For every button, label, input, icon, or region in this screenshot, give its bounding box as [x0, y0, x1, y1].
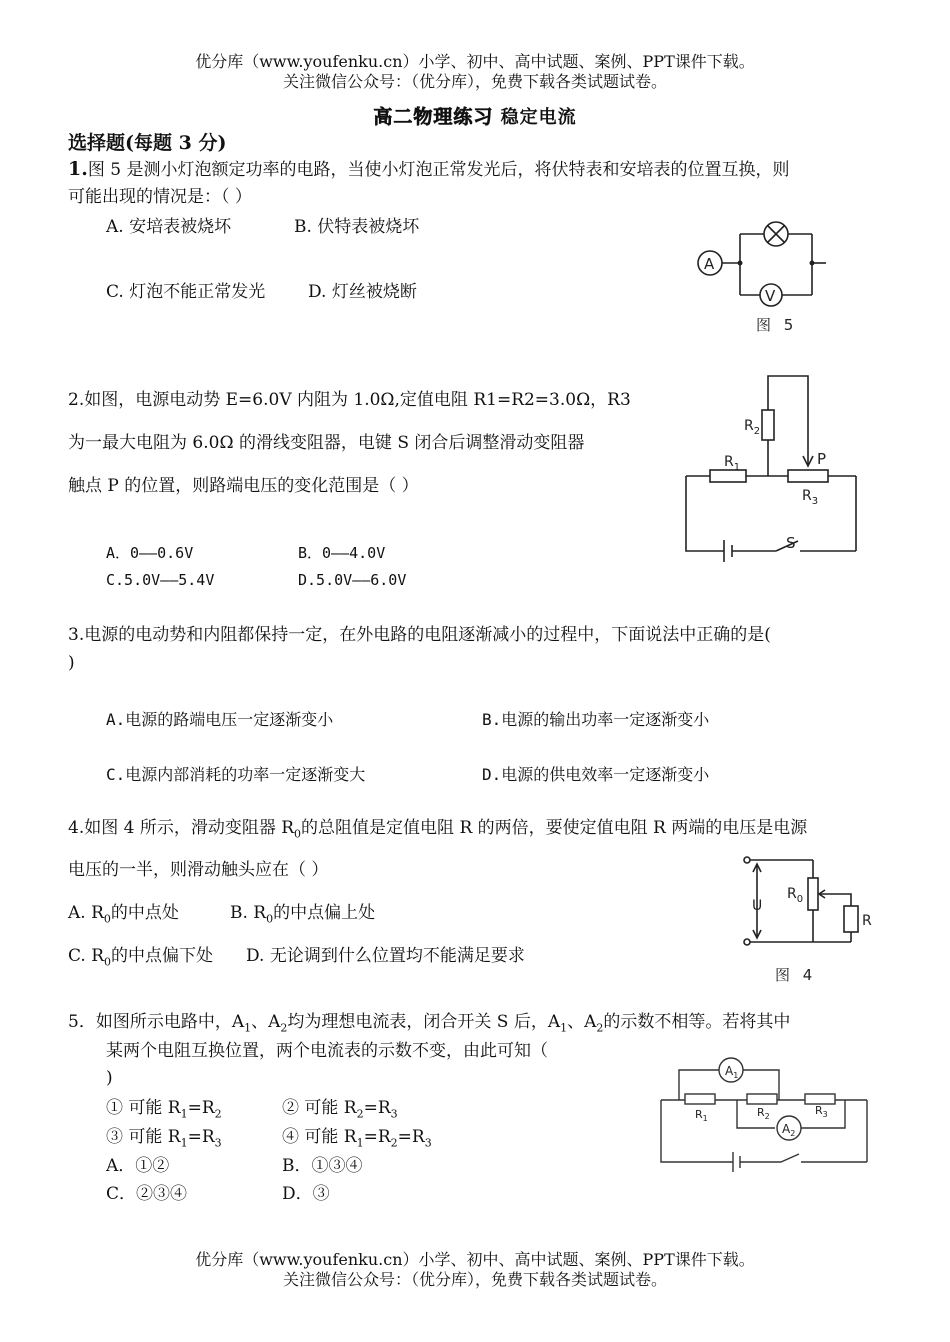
q5-option-d: D．③ [282, 1184, 330, 1204]
q2-option-c: C.5.0V——5.4V [106, 571, 215, 589]
voltmeter-label: V [765, 287, 776, 305]
q1-text-1: 图 5 是测小灯泡额定功率的电路，当使小灯泡正常发光后，将伏特表和安培表的位置互换，则 [87, 160, 790, 180]
q5-option-b: B．①③④ [282, 1156, 363, 1176]
q2-stem-line3: 触点 P 的位置，则路端电压的变化范围是（ ） [68, 476, 419, 496]
q2-option-d: D.5.0V——6.0V [298, 571, 407, 589]
a2-label: $A_2$ [782, 1122, 796, 1138]
q1-option-b: B. 伏特表被烧坏 [294, 217, 420, 237]
q2-option-a: A．0——0.6V [106, 544, 194, 562]
header-line-2: 关注微信公众号：（优分库），免费下载各类试题试卷。 [282, 72, 667, 91]
q1-number: 1. [68, 158, 88, 180]
q2-stem-line1: 2.如图，电源电动势 E=6.0V 内阻为 1.0Ω,定值电阻 R1=R2=3.0Ω，R3 [68, 390, 631, 410]
a1-label: $A_1$ [725, 1064, 739, 1080]
fig4-caption: 图 4 [775, 966, 817, 984]
q4-option-d: D. 无论调到什么位置均不能满足要求 [246, 946, 525, 966]
title-sub: 稳定电流 [500, 107, 577, 128]
q1-option-c: C. 灯泡不能正常发光 [106, 282, 266, 302]
q5-stem-line2: 某两个电阻互换位置，两个电流表的示数不变，由此可知（ [106, 1041, 548, 1061]
fig5-caption: 图 5 [756, 316, 798, 334]
q1-option-d: D. 灯丝被烧断 [308, 282, 417, 302]
q4-option-b: B. $R_0$的中点偏上处 [230, 903, 376, 926]
q3-option-a: A.电源的路端电压一定逐渐变小 [106, 710, 334, 729]
r3-label: $R_3$ [802, 488, 819, 507]
footer-line-1: 优分库（www.youfenku.cn）小学、初中、高中试题、案例、PPT课件下载。 [195, 1250, 755, 1269]
q2-stem-line2: 为一最大电阻为 6.0Ω 的滑线变阻器，电键 S 闭合后调整滑动变阻器 [68, 433, 585, 453]
r3-symbol [788, 470, 828, 482]
r1-label: $R_1$ [695, 1108, 708, 1123]
r0-symbol [808, 878, 818, 910]
q5-choice-3: ③ 可能 $R_1=R_3$ [106, 1127, 222, 1150]
page-title [0, 102, 950, 129]
footer-line-2: 关注微信公众号：（优分库），免费下载各类试题试卷。 [282, 1270, 667, 1289]
q4-stem-line2: 电压的一半，则滑动触头应在（ ） [68, 860, 329, 880]
q3-stem-line2: ) [68, 653, 75, 673]
q1-stem-line2: 可能出现的情况是：（ ） [68, 187, 252, 207]
title-main: 高二物理练习 [373, 106, 494, 128]
s-label: S [786, 534, 796, 552]
q2-option-b: B．0——4.0V [298, 544, 386, 562]
r2-label: $R_2$ [744, 418, 761, 437]
r-label: R [862, 913, 872, 929]
q4-circuit-figure [735, 852, 885, 992]
r2-symbol [747, 1094, 777, 1104]
section-heading: 选择题(每题 3 分) [68, 132, 227, 154]
r0-label: $R_0$ [787, 886, 804, 905]
q5-choice-2: ② 可能 $R_2=R_3$ [282, 1098, 398, 1121]
q3-option-d: D.电源的供电效率一定逐渐变小 [482, 765, 710, 784]
q1-option-a: A. 安培表被烧坏 [106, 217, 232, 237]
ammeter-label: A [704, 255, 715, 273]
r1-symbol [710, 470, 746, 482]
q2-circuit-figure [676, 368, 876, 568]
q5-stem-line3: ) [106, 1068, 113, 1088]
q5-choice-1: ① 可能 $R_1=R_2$ [106, 1098, 222, 1121]
q5-option-c: C．②③④ [106, 1184, 188, 1204]
r3-symbol [805, 1094, 835, 1104]
r2-label: $R_2$ [757, 1106, 770, 1121]
q5-switch-symbol [781, 1154, 799, 1162]
q3-option-c: C.电源内部消耗的功率一定逐渐变大 [106, 765, 366, 784]
q1-circuit-figure [680, 210, 830, 340]
p-label: P [817, 450, 827, 468]
r1-label: $R_1$ [724, 454, 741, 473]
u-label: U [752, 898, 763, 914]
q3-option-b: B.电源的输出功率一定逐渐变小 [482, 710, 710, 729]
q5-stem-line1: 5．如图所示电路中，$A_1$、$A_2$均为理想电流表，闭合开关 S 后，$A_1$、$A_2$的示数不相等。若将其中 [68, 1012, 791, 1035]
q5-choice-4: ④ 可能 $R_1=R_2=R_3$ [282, 1127, 432, 1150]
header-line-1: 优分库（www.youfenku.cn）小学、初中、高中试题、案例、PPT课件下载。 [195, 52, 755, 71]
q4-option-a: A. $R_0$的中点处 [68, 903, 179, 926]
q4-option-c: C. $R_0$的中点偏下处 [68, 946, 214, 969]
q4-stem-line1: 4.如图 4 所示，滑动变阻器 $R_0$的总阻值是定值电阻 R 的两倍，要使定值电阻 R 两端的电压是电源 [68, 818, 808, 841]
q5-option-a: A．①② [106, 1156, 170, 1176]
r1-symbol [685, 1094, 715, 1104]
q1-stem-line1 [68, 156, 888, 183]
r3-label: $R_3$ [815, 1104, 828, 1119]
q5-circuit-figure [655, 1052, 875, 1177]
r-symbol [844, 906, 858, 932]
q3-stem-line1: 3.电源的电动势和内阻都保持一定，在外电路的电阻逐渐减小的过程中，下面说法中正确的是( [68, 625, 771, 645]
r2-symbol [762, 410, 774, 440]
